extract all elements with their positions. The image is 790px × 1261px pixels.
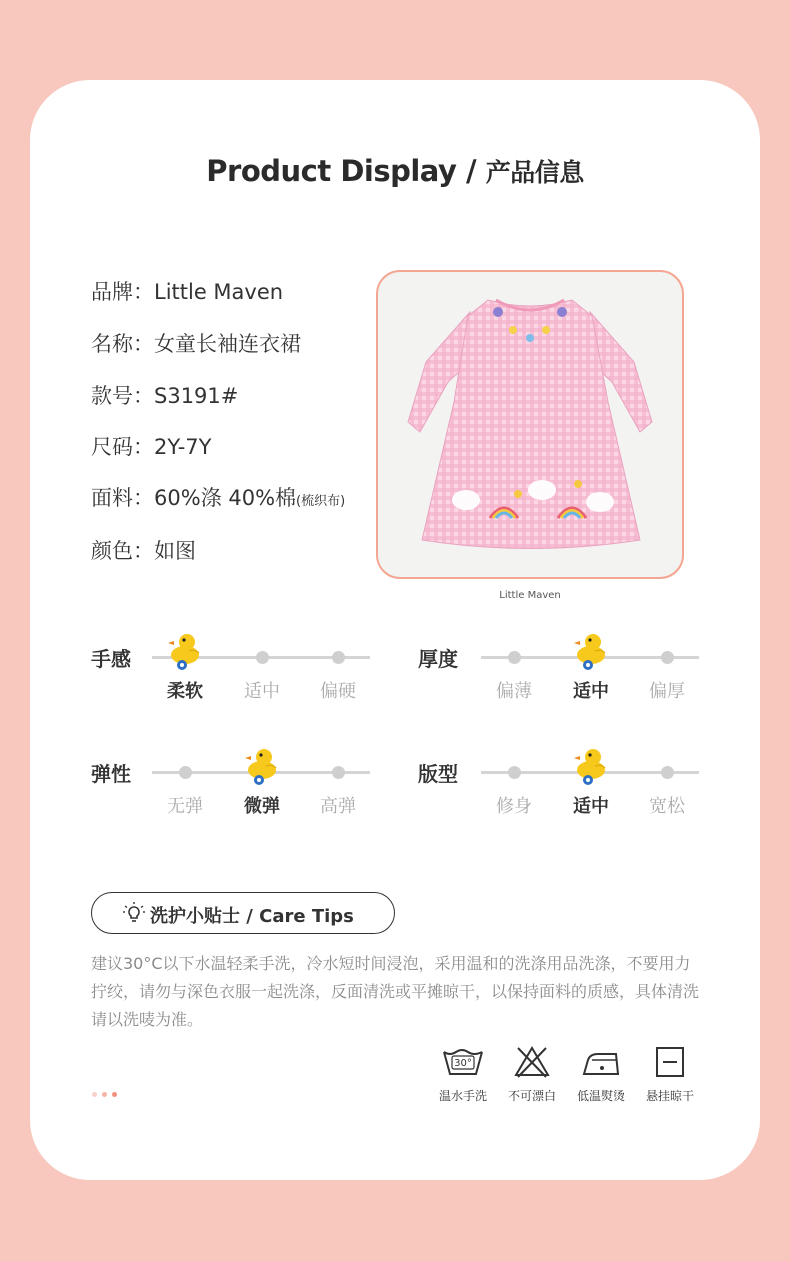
duck-marker-icon <box>167 631 203 671</box>
scale-option-hand-feel: 适中 <box>244 681 280 702</box>
scale-dot <box>332 651 345 664</box>
info-row-style-number <box>91 380 238 410</box>
duck-marker-icon <box>573 746 609 786</box>
info-row-color <box>91 535 196 565</box>
scale-option-fit: 适中 <box>573 796 609 817</box>
hand-wash-30-icon <box>438 1044 488 1080</box>
care-tips-text: 建议30°C以下水温轻柔手洗，冷水短时间浸泡，采用温和的洗涤用品洗涤，不要用力拧绞，请勿与深色衣服一起洗涤，反面清洗或平摊晾干，以保持面料的质感，具体清洗请以洗唛为准。 <box>91 954 700 1029</box>
care-label-no-bleach: 不可漂白 <box>507 1089 556 1103</box>
info-note: (梳织布) <box>296 494 346 509</box>
info-value: S3191# <box>154 384 239 408</box>
info-label: 款号： <box>91 384 154 408</box>
lightbulb-icon <box>122 901 146 925</box>
info-value: 如图 <box>154 539 196 563</box>
info-row-brand <box>91 276 283 306</box>
info-value: 2Y-7Y <box>154 435 212 459</box>
scale-dot <box>179 766 192 779</box>
care-label-low-iron: 低温熨烫 <box>576 1089 625 1103</box>
scale-option-thickness: 偏薄 <box>496 681 532 702</box>
scale-option-fit: 宽松 <box>649 796 685 817</box>
scale-dot <box>508 766 521 779</box>
wash-temp-badge: 30° <box>454 1058 472 1069</box>
scale-option-thickness: 偏厚 <box>649 681 685 702</box>
scale-dot <box>508 651 521 664</box>
scale-option-hand-feel: 偏硬 <box>320 681 356 702</box>
scale-option-fit: 修身 <box>496 796 532 817</box>
info-label: 名称： <box>91 332 154 356</box>
page-dot <box>102 1092 107 1097</box>
info-label: 尺码： <box>91 435 154 459</box>
attr-label-fit: 版型 <box>418 762 458 786</box>
page-dot <box>92 1092 97 1097</box>
scale-dot <box>256 651 269 664</box>
page-title: Product Display / 产品信息 <box>206 154 584 188</box>
info-value: 女童长袖连衣裙 <box>154 332 301 356</box>
scale-option-elasticity: 微弹 <box>244 796 280 817</box>
iron-low-icon <box>576 1044 626 1080</box>
scale-option-hand-feel: 柔软 <box>167 681 203 702</box>
hang-dry-icon <box>645 1044 695 1080</box>
attr-label-hand-feel: 手感 <box>91 647 131 671</box>
no-bleach-icon <box>507 1044 557 1080</box>
attr-label-thickness: 厚度 <box>418 647 458 671</box>
duck-marker-icon <box>244 746 280 786</box>
attr-label-elasticity: 弹性 <box>91 762 131 786</box>
info-row-size <box>91 431 211 461</box>
info-value: Little Maven <box>154 280 284 304</box>
scale-option-elasticity: 无弹 <box>167 796 203 817</box>
scale-dot <box>332 766 345 779</box>
info-row-fabric <box>91 482 345 512</box>
scale-option-thickness: 适中 <box>573 681 609 702</box>
care-tips-title: 洗护小贴士 / Care Tips <box>150 906 354 927</box>
photo-caption: Little Maven <box>499 590 561 601</box>
scale-option-elasticity: 高弹 <box>320 796 356 817</box>
page-dot <box>112 1092 117 1097</box>
info-value: 60%涤 40%棉 <box>154 486 297 510</box>
care-tips-pill <box>91 892 395 934</box>
info-label: 品牌： <box>91 280 154 304</box>
product-photo <box>376 270 684 579</box>
duck-marker-icon <box>573 631 609 671</box>
info-label: 颜色： <box>91 539 154 563</box>
scale-dot <box>661 651 674 664</box>
dress-image <box>378 272 682 577</box>
scale-dot <box>661 766 674 779</box>
info-row-name <box>91 328 301 358</box>
care-label-hang-dry: 悬挂晾干 <box>645 1089 694 1103</box>
info-label: 面料： <box>91 486 154 510</box>
care-label-hand-wash: 温水手洗 <box>438 1089 487 1103</box>
